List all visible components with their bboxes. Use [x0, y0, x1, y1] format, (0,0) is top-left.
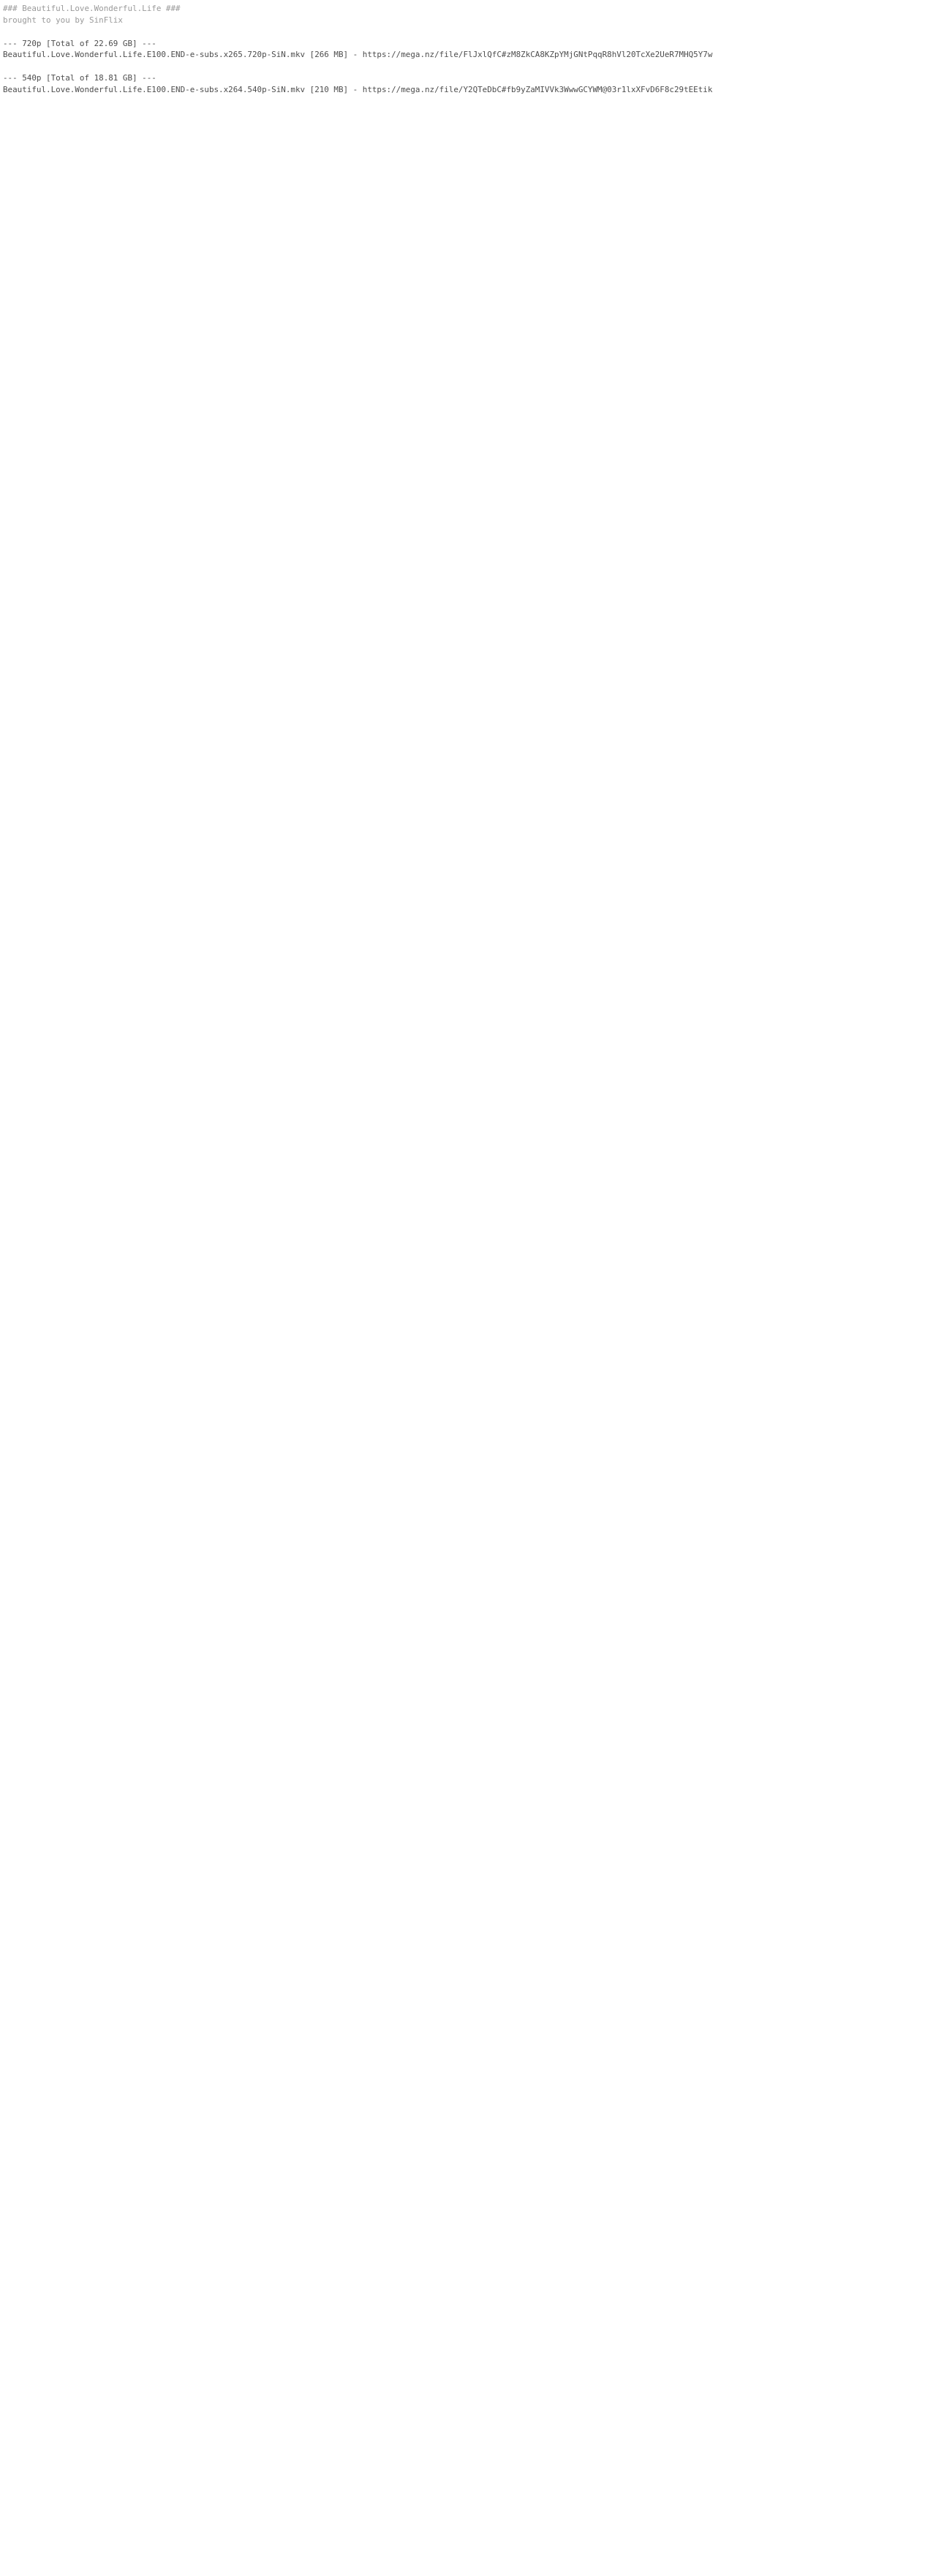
file-name: Beautiful.Love.Wonderful.Life.E100.END-e-subs.x264.540p-SiN.mkv [3, 85, 310, 95]
download-link[interactable]: https://mega.nz/file/FlJxlQfC#zM8ZkCA8KZpYMjGNtPqqR8hVl20TcXe2UeR7MHQ5Y7w [362, 50, 713, 60]
spacer [3, 61, 944, 72]
episode-list-540p [3, 84, 944, 96]
episode-line [3, 49, 944, 61]
section-header-540p: --- 540p [Total of 18.81 GB] --- [3, 73, 156, 83]
episode-list-720p [3, 49, 944, 61]
episode-line [3, 84, 944, 96]
file-name: Beautiful.Love.Wonderful.Life.E100.END-e-subs.x265.720p-SiN.mkv [3, 50, 310, 60]
byline: brought to you by SinFlix [3, 15, 123, 25]
file-size: [210 MB] - [309, 85, 363, 95]
file-size: [266 MB] - [309, 50, 363, 60]
spacer [3, 26, 944, 38]
download-link[interactable]: https://mega.nz/file/Y2QTeDbC#fb9yZaMIVVk3WwwGCYWM@03r1lxXFvD6F8c29tEEtik [362, 85, 713, 95]
document-title: ### Beautiful.Love.Wonderful.Life ### [3, 4, 181, 13]
section-header-720p: --- 720p [Total of 22.69 GB] --- [3, 38, 156, 48]
